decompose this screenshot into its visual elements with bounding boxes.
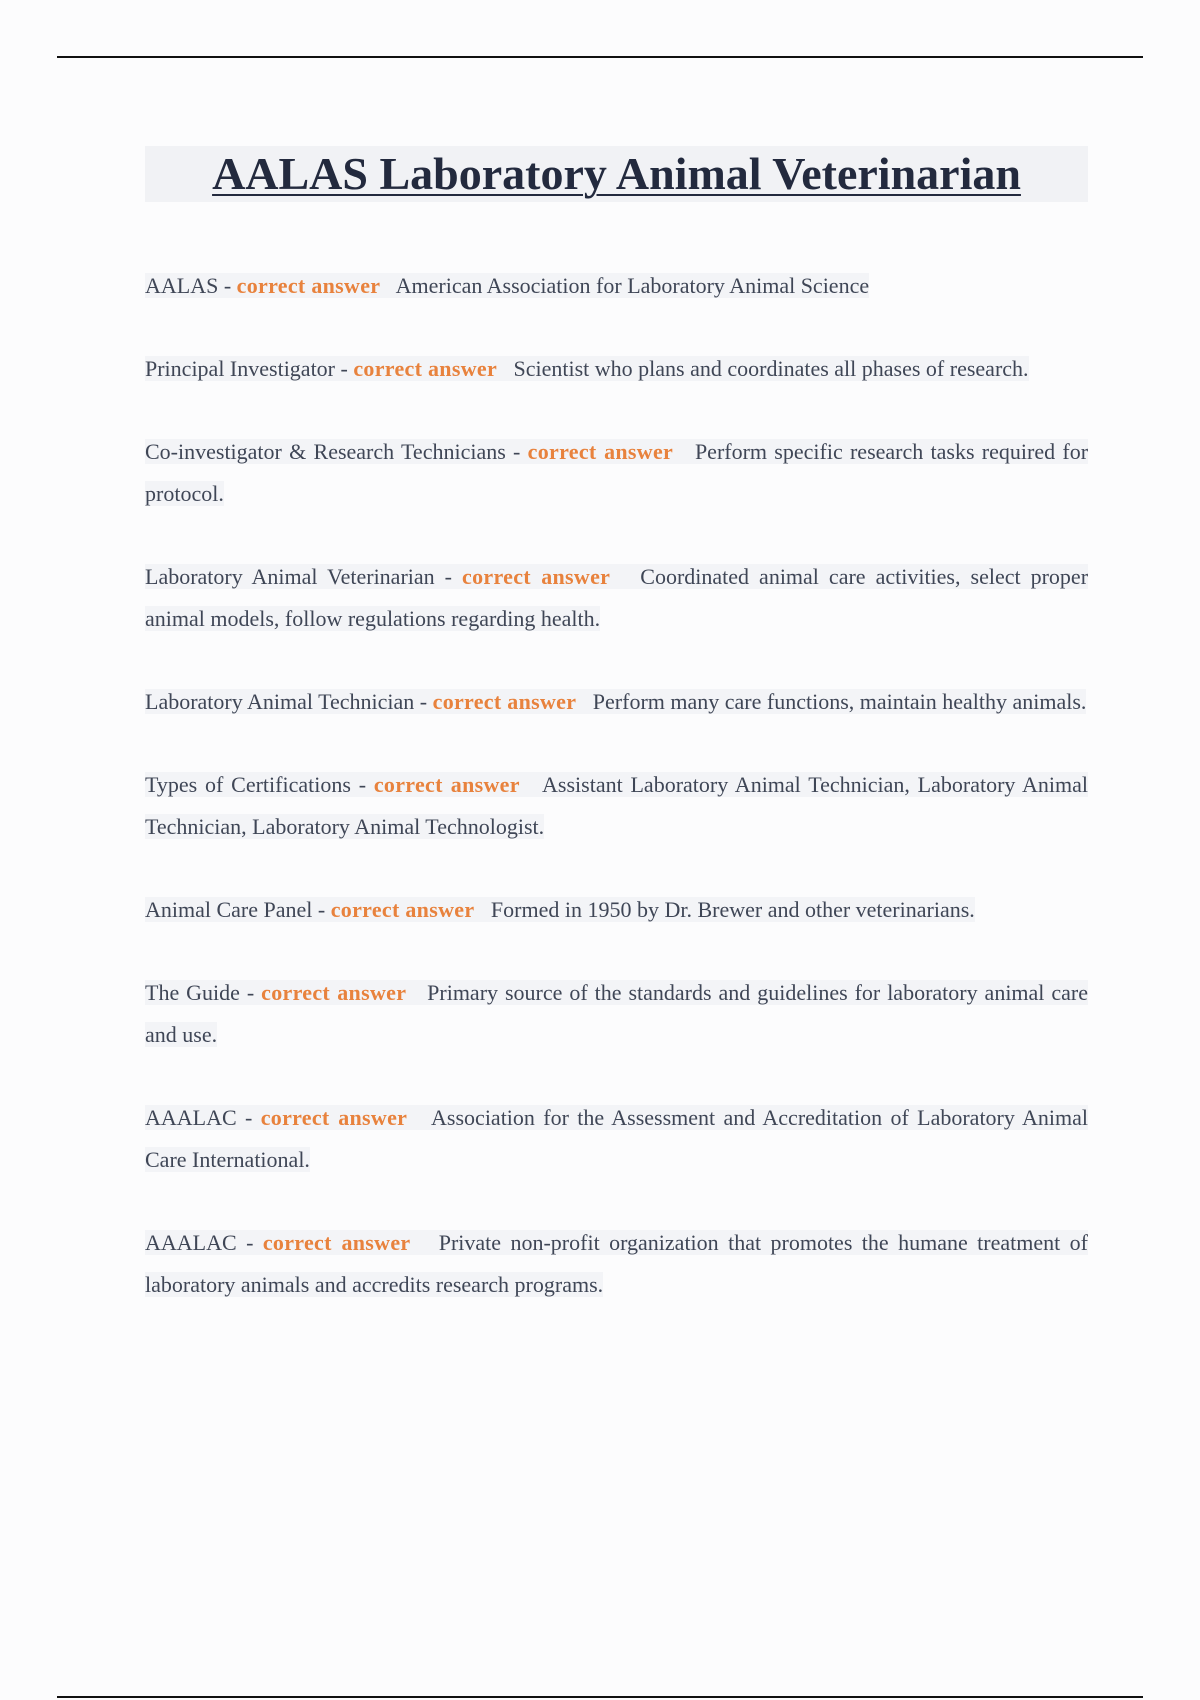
qa-separator: - <box>350 772 374 797</box>
qa-separator: - <box>434 564 463 589</box>
qa-entry-animal-care-panel <box>145 889 1088 931</box>
qa-definition: Association for the Assessment and Accreditation of Laboratory Animal Care International. <box>145 1105 1089 1172</box>
answer-tag: correct answer <box>260 1105 408 1130</box>
answer-tag: correct answer <box>353 356 498 381</box>
answer-tag: correct answer <box>527 439 674 464</box>
qa-separator: - <box>239 980 262 1005</box>
qa-separator: - <box>218 273 237 298</box>
qa-separator: - <box>312 897 331 922</box>
qa-term: AAALAC <box>145 1230 237 1255</box>
qa-entry-the-guide <box>145 972 1088 1056</box>
qa-definition: Perform specific research tasks required for protocol. <box>145 439 1089 506</box>
qa-definition: Scientist who plans and coordinates all phases of research. <box>513 356 1029 381</box>
qa-term: The Guide <box>145 980 240 1005</box>
qa-entry-lab-animal-veterinarian <box>145 556 1088 640</box>
qa-term: AALAS <box>145 273 219 298</box>
qa-entry-aalas <box>145 265 1088 307</box>
qa-entry-types-of-certifications <box>145 764 1088 848</box>
qa-definition: Coordinated animal care activities, select proper animal models, follow regulations regarding health. <box>145 564 1089 631</box>
qa-definition: Assistant Laboratory Animal Technician, Laboratory Animal Technician, Laboratory Animal Technologist. <box>145 772 1088 839</box>
qa-entry-lab-animal-technician <box>145 681 1088 723</box>
top-rule <box>57 56 1143 58</box>
page-title: AALAS Laboratory Animal Veterinarian <box>212 148 1021 199</box>
qa-definition: Formed in 1950 by Dr. Brewer and other veterinarians. <box>490 897 975 922</box>
answer-tag: correct answer <box>462 564 611 589</box>
answer-tag: correct answer <box>432 689 577 714</box>
qa-entry-aaalac-purpose <box>145 1222 1088 1306</box>
qa-term: Types of Certifications <box>145 772 351 797</box>
qa-definition: Primary source of the standards and guidelines for laboratory animal care and use. <box>145 980 1088 1047</box>
qa-term: AAALAC <box>145 1105 237 1130</box>
title-band <box>145 146 1088 202</box>
qa-term: Principal Investigator <box>145 356 336 381</box>
answer-tag: correct answer <box>330 897 475 922</box>
qa-separator: - <box>335 356 354 381</box>
qa-term: Laboratory Animal Veterinarian <box>145 564 435 589</box>
bottom-rule <box>57 1696 1143 1698</box>
qa-separator: - <box>414 689 433 714</box>
qa-list <box>145 265 1088 1347</box>
qa-separator: - <box>236 1105 261 1130</box>
qa-definition: Perform many care functions, maintain healthy animals. <box>592 689 1087 714</box>
qa-entry-principal-investigator <box>145 348 1088 390</box>
answer-tag: correct answer <box>236 273 381 298</box>
qa-entry-co-investigator <box>145 431 1088 515</box>
qa-term: Animal Care Panel <box>145 897 313 922</box>
qa-separator: - <box>505 439 528 464</box>
qa-term: Laboratory Animal Technician <box>145 689 415 714</box>
qa-definition: Private non-profit organization that promotes the humane treatment of laboratory animals and accredits research programs. <box>145 1230 1089 1297</box>
qa-term: Co-investigator & Research Technicians <box>145 439 506 464</box>
answer-tag: correct answer <box>262 1230 411 1255</box>
answer-tag: correct answer <box>373 772 520 797</box>
qa-separator: - <box>236 1230 263 1255</box>
qa-entry-aaalac-definition <box>145 1097 1088 1181</box>
qa-definition: American Association for Laboratory Animal Science <box>395 273 870 298</box>
answer-tag: correct answer <box>261 980 407 1005</box>
